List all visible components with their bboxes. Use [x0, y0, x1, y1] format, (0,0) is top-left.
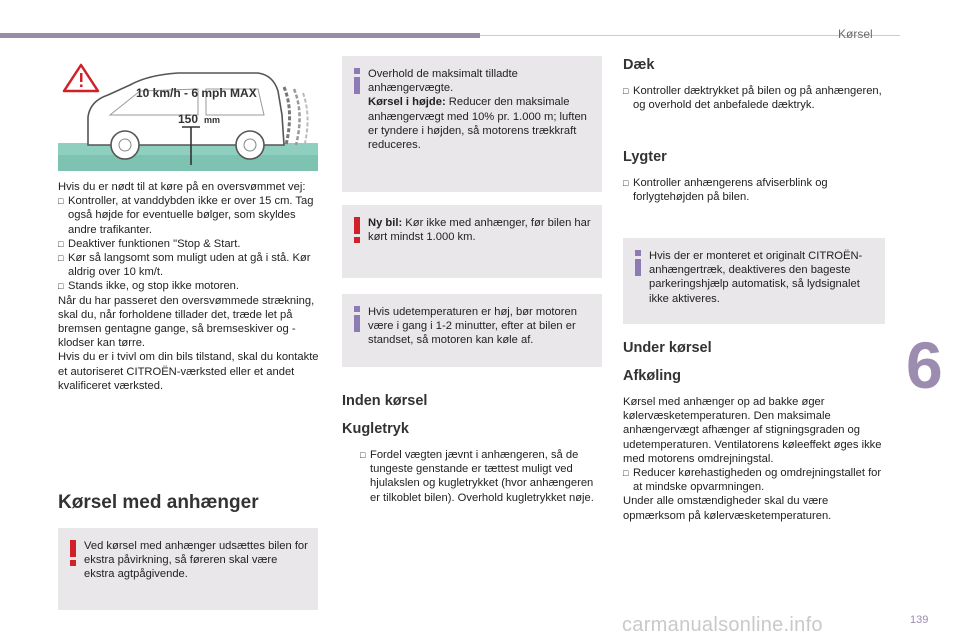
svg-text:150: 150: [178, 112, 199, 126]
cooling-heading: Afkøling: [623, 368, 681, 384]
warning-triangle-icon: [64, 65, 98, 91]
while-driving-heading: Under kørsel: [623, 340, 712, 356]
list-item: □ Kontroller anhængerens afviserblink og forlygtehøjden på bilen.: [623, 177, 828, 204]
ball-load-heading: Kugletryk: [342, 421, 409, 437]
top-rule: [480, 35, 900, 36]
top-accent-bar: [0, 33, 480, 38]
flood-illustration: [58, 55, 318, 180]
trailer-warning-note: Ved kørsel med anhænger udsættes bilen for ekstra påvirkning, så føreren skal være ekstra agtpågivende.: [58, 528, 318, 610]
checkbox-bullet-icon: □: [360, 450, 366, 460]
warning-exclamation-icon: [67, 540, 79, 566]
list-item: □ Kontroller, at vanddybden ikke er over 15 cm. Tag også højde for eventuelle bølger, som skyldes andre trafikanter.: [58, 195, 314, 236]
page-number: 139: [910, 614, 929, 626]
info-icon: [351, 68, 363, 94]
section-header: Kørsel: [838, 27, 873, 41]
flood-outro-brakes: Når du har passeret den oversvømmede strækning, skal du, når forholdene tillader det, træde let på bremsen gentagne gange, så bremseskiver og -klodser kan tørre.: [58, 294, 315, 350]
weights-info-note: Overhold de maksimalt tilladte anhængervægte. Kørsel i højde: Reducer den maksimale anhængervægt med 10% pr. 1.000 m; luften er tyndere i højden, så motorens trækkraft reduceres.: [342, 56, 602, 192]
list-item: □ Deaktiver funktionen "Stop & Start.: [58, 237, 241, 250]
info-icon: [632, 250, 644, 276]
cooling-text: Kørsel med anhænger op ad bakke øger kølervæsketemperaturen. Den maksimale anhængervægt afhænger af stigningsgraden og udetemperaturen. Ventilatorens køleeffekt øges ikke med motorens omdrejningstal. □ Reducer kørehastigheden og omdrejningstallet for at mindske opvarmningen. Under alle omstændigheder skal du være opmærksom på kølervæsketemperaturen.: [623, 395, 885, 523]
checkbox-bullet-icon: □: [623, 468, 629, 479]
svg-text:10 km/h - 6 mph MAX: 10 km/h - 6 mph MAX: [136, 86, 257, 100]
warning-exclamation-icon: [351, 217, 363, 243]
new-car-warning-note: Ny bil: Kør ikke med anhænger, før bilen har kørt mindst 1.000 km.: [342, 205, 602, 278]
watermark: carmanualsonline.info: [622, 614, 823, 636]
before-driving-heading: Inden kørsel: [342, 393, 428, 409]
list-item: □ Reducer kørehastigheden og omdrejningstallet for at mindske opvarmningen.: [623, 467, 882, 494]
checkbox-bullet-icon: □: [58, 196, 64, 207]
trailer-heading: Kørsel med anhænger: [58, 492, 259, 513]
flood-outro-workshop: Hvis du er i tvivl om din bils tilstand, skal du kontakte et autoriseret CITROËN-værksted eller et andet kvalificeret værksted.: [58, 351, 319, 392]
towbar-info-note: Hvis der er monteret et originalt CITROËN-anhængertræk, deaktiveres den bageste parkeringshjælp automatisk, så lydsignalet ikke aktiveres.: [623, 238, 885, 324]
chapter-number: 6: [906, 328, 943, 402]
checkbox-bullet-icon: □: [58, 281, 64, 292]
lights-heading: Lygter: [623, 149, 667, 165]
checkbox-bullet-icon: □: [58, 238, 64, 249]
flood-instructions: [58, 180, 320, 393]
list-item: □ Kontroller dæktrykket på bilen og på anhængeren, og overhold det anbefalede dæktryk.: [623, 85, 882, 112]
list-item: □ Stands ikke, og stop ikke motoren.: [58, 280, 240, 293]
tyres-heading: Dæk: [623, 57, 655, 73]
list-item: □ Fordel vægten jævnt i anhængeren, så de tungeste genstande er tættest muligt ved hjulakslen og kugletrykket (hvor anhængeren er tilkoblet bilen). Overhold kugletrykket nøje.: [360, 449, 594, 504]
svg-text:mm: mm: [204, 115, 221, 125]
list-item: □ Kør så langsomt som muligt uden at gå i stå. Kør aldrig over 10 km/t.: [58, 252, 311, 279]
info-icon: [351, 306, 363, 332]
checkbox-bullet-icon: □: [58, 253, 64, 264]
checkbox-bullet-icon: □: [623, 178, 629, 188]
hot-weather-info-note: Hvis udetemperaturen er høj, bør motoren være i gang i 1-2 minutter, efter at bilen er standset, så motoren kan køle af.: [342, 294, 602, 367]
flood-intro: Hvis du er nødt til at køre på en oversvømmet vej:: [58, 181, 306, 193]
checkbox-bullet-icon: □: [623, 86, 629, 96]
